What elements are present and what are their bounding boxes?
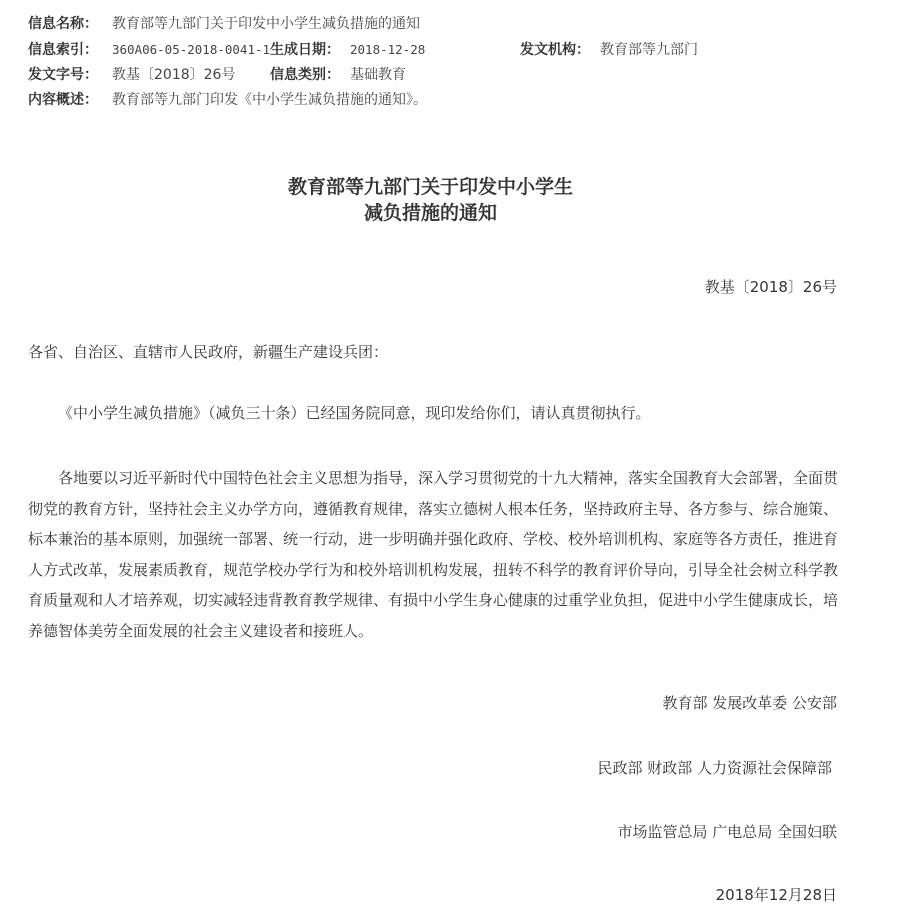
category-label: 信息类别： (270, 67, 340, 83)
sign-date: 2018年12月28日 (715, 886, 837, 904)
name-label: 信息名称： (28, 16, 98, 32)
paragraph-2: 各地要以习近平新时代中国特色社会主义思想为指导，深入学习贯彻党的十九大精神，落实全国教育大会部署，全面贯彻党的教育方针，坚持社会主义办学方向，遵循教育规律，落实立德树人根本任务，坚持政府主导、各方参与、综合施策、标本兼治的基本原则，加强统一部署、统一行动，进一步明确并强化政府、学校、校外培训机构、家庭等各方责任，推进育人方式改革，发展素质教育，规范学校办学行为和校外培训机构发展，扭转不科学的教育评价导向，引导全社会树立科学教育质量观和人才培养观，切实减轻违背教育教学规律、有损中小学生身心健康的过重学业负担，促进中小学生健康成长，培养德智体美劳全面发展的社会主义建设者和接班人。 (28, 469, 839, 640)
signatories-line1: 教育部 发展改革委 公安部 (662, 694, 837, 712)
signatories-line2: 民政部 财政部 人力资源社会保障部 (597, 759, 832, 777)
salutation: 各省、自治区、直辖市人民政府，新疆生产建设兵团： (28, 343, 389, 361)
meta-row-docno (28, 66, 235, 84)
docno-value: 教基〔2018〕26号 (112, 67, 236, 83)
doc-title-line2: 减负措施的通知 (363, 202, 497, 224)
meta-row-summary (28, 91, 427, 109)
meta-row-name (28, 15, 420, 33)
summary-value: 教育部等九部门印发《中小学生减负措施的通知》。 (112, 92, 427, 108)
org-value: 教育部等九部门 (600, 42, 698, 58)
summary-label: 内容概述： (28, 92, 98, 108)
category-value: 基础教育 (350, 67, 406, 83)
date-value: 2018-12-28 (350, 42, 426, 57)
index-label: 信息索引： (28, 42, 98, 58)
meta-category (270, 66, 406, 84)
date-label: 生成日期： (270, 42, 340, 58)
name-value: 教育部等九部门关于印发中小学生减负措施的通知 (112, 16, 420, 32)
paragraph-1: 《中小学生减负措施》（减负三十条）已经国务院同意，现印发给你们，请认真贯彻执行。 (58, 404, 651, 422)
signatories-line3: 市场监管总局 广电总局 全国妇联 (617, 823, 837, 841)
org-label: 发文机构： (520, 42, 590, 58)
doc-number: 教基〔2018〕26号 (704, 278, 837, 296)
meta-org (520, 41, 698, 59)
doc-title-line1: 教育部等九部门关于印发中小学生 (287, 176, 573, 198)
index-value: 360A06-05-2018-0041-1 (112, 42, 271, 57)
meta-date (270, 41, 425, 59)
meta-row-index (28, 41, 270, 59)
docno-label: 发文字号： (28, 67, 98, 83)
